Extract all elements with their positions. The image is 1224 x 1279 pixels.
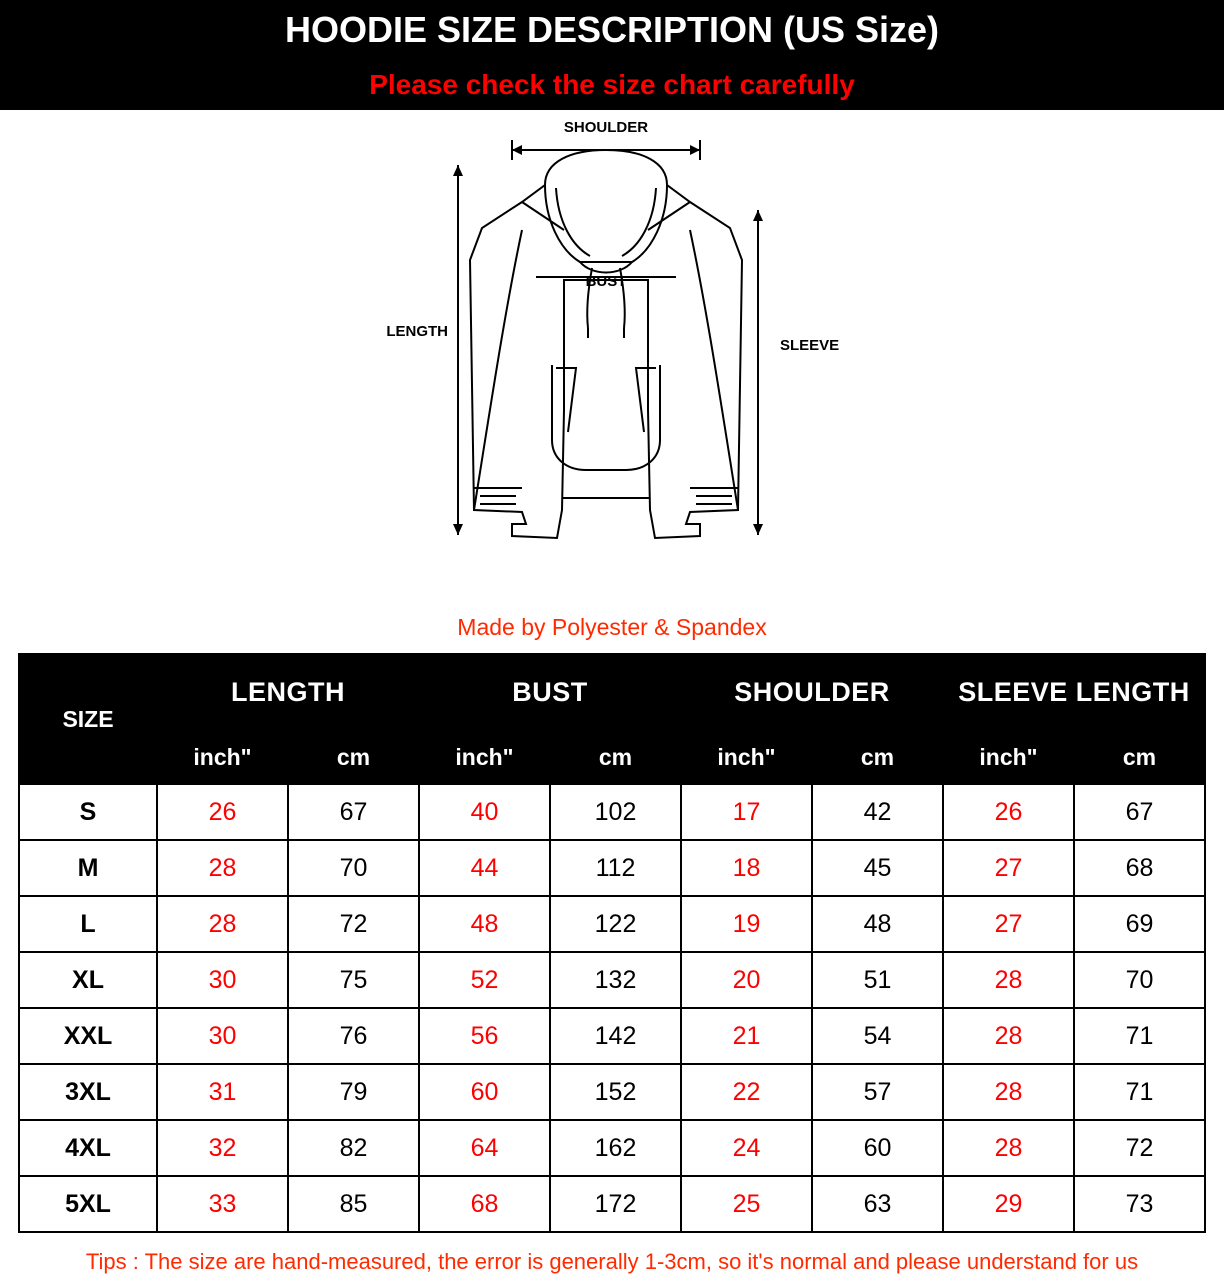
page-title: HOODIE SIZE DESCRIPTION (US Size) — [0, 0, 1224, 60]
cell-length-inch: 28 — [157, 840, 288, 896]
material-caption: Made by Polyester & Spandex — [457, 614, 767, 640]
cell-sleeve-inch: 29 — [943, 1176, 1074, 1232]
cell-bust-inch: 60 — [419, 1064, 550, 1120]
cell-sleeve-cm: 69 — [1074, 896, 1205, 952]
cell-sleeve-cm: 72 — [1074, 1120, 1205, 1176]
cell-length-inch: 26 — [157, 784, 288, 840]
cell-shoulder-inch: 24 — [681, 1120, 812, 1176]
cell-shoulder-inch: 21 — [681, 1008, 812, 1064]
cell-shoulder-cm: 60 — [812, 1120, 943, 1176]
table-row — [19, 1008, 1205, 1064]
header-group-bust: BUST — [419, 654, 681, 730]
cell-sleeve-inch: 28 — [943, 1120, 1074, 1176]
cell-length-cm: 67 — [288, 784, 419, 840]
header-size: SIZE — [19, 654, 157, 784]
row-size: 3XL — [19, 1064, 157, 1120]
cell-sleeve-inch: 26 — [943, 784, 1074, 840]
cell-length-inch: 30 — [157, 1008, 288, 1064]
cell-bust-inch: 44 — [419, 840, 550, 896]
row-size: XXL — [19, 1008, 157, 1064]
cell-shoulder-inch: 25 — [681, 1176, 812, 1232]
row-size: M — [19, 840, 157, 896]
size-chart-table — [18, 653, 1206, 1233]
row-size: 5XL — [19, 1176, 157, 1232]
cell-bust-cm: 142 — [550, 1008, 681, 1064]
cell-sleeve-inch: 27 — [943, 840, 1074, 896]
cell-length-inch: 30 — [157, 952, 288, 1008]
table-header-row-groups — [19, 654, 1205, 730]
cell-sleeve-inch: 28 — [943, 1008, 1074, 1064]
cell-length-cm: 79 — [288, 1064, 419, 1120]
header-unit-bust-cm: cm — [550, 730, 681, 784]
cell-sleeve-cm: 68 — [1074, 840, 1205, 896]
cell-bust-cm: 162 — [550, 1120, 681, 1176]
cell-length-inch: 32 — [157, 1120, 288, 1176]
bust-label: BUST — [585, 273, 627, 290]
cell-shoulder-inch: 17 — [681, 784, 812, 840]
size-table-wrap — [0, 653, 1224, 1233]
cell-shoulder-cm: 51 — [812, 952, 943, 1008]
cell-shoulder-inch: 22 — [681, 1064, 812, 1120]
header-group-sleeve-length: SLEEVE LENGTH — [943, 654, 1205, 730]
table-row — [19, 840, 1205, 896]
cell-shoulder-cm: 45 — [812, 840, 943, 896]
cell-bust-inch: 48 — [419, 896, 550, 952]
header-unit-bust-inch: inch" — [419, 730, 550, 784]
cell-length-inch: 33 — [157, 1176, 288, 1232]
cell-bust-cm: 122 — [550, 896, 681, 952]
sleeve-label: SLEEVE — [780, 337, 840, 354]
row-size: S — [19, 784, 157, 840]
cell-bust-cm: 172 — [550, 1176, 681, 1232]
hoodie-illustration-svg — [0, 110, 1224, 610]
cell-sleeve-inch: 27 — [943, 896, 1074, 952]
table-row — [19, 1120, 1205, 1176]
cell-bust-inch: 64 — [419, 1120, 550, 1176]
header-unit-sleeve-inch: inch" — [943, 730, 1074, 784]
cell-length-cm: 70 — [288, 840, 419, 896]
cell-shoulder-cm: 63 — [812, 1176, 943, 1232]
cell-bust-inch: 52 — [419, 952, 550, 1008]
cell-length-cm: 75 — [288, 952, 419, 1008]
cell-shoulder-inch: 20 — [681, 952, 812, 1008]
cell-length-cm: 72 — [288, 896, 419, 952]
tips-note: Tips : The size are hand-measured, the error is generally 1-3cm, so it's normal and please understand for us — [85, 1249, 1139, 1274]
table-row — [19, 896, 1205, 952]
table-row — [19, 952, 1205, 1008]
cell-sleeve-inch: 28 — [943, 1064, 1074, 1120]
length-label: LENGTH — [386, 323, 448, 340]
cell-sleeve-cm: 73 — [1074, 1176, 1205, 1232]
header-unit-shoulder-cm: cm — [812, 730, 943, 784]
row-size: 4XL — [19, 1120, 157, 1176]
cell-bust-cm: 102 — [550, 784, 681, 840]
cell-sleeve-cm: 71 — [1074, 1064, 1205, 1120]
header-unit-length-inch: inch" — [157, 730, 288, 784]
cell-sleeve-cm: 70 — [1074, 952, 1205, 1008]
header-unit-sleeve-cm: cm — [1074, 730, 1205, 784]
row-size: L — [19, 896, 157, 952]
cell-sleeve-inch: 28 — [943, 952, 1074, 1008]
cell-length-cm: 85 — [288, 1176, 419, 1232]
cell-bust-inch: 68 — [419, 1176, 550, 1232]
header-group-length: LENGTH — [157, 654, 419, 730]
cell-length-cm: 82 — [288, 1120, 419, 1176]
table-header-row-units — [19, 730, 1205, 784]
cell-length-inch: 28 — [157, 896, 288, 952]
cell-length-cm: 76 — [288, 1008, 419, 1064]
hoodie-diagram — [0, 110, 1224, 610]
table-row — [19, 1064, 1205, 1120]
cell-shoulder-inch: 19 — [681, 896, 812, 952]
page-subtitle: Please check the size chart carefully — [0, 60, 1224, 110]
shoulder-label: SHOULDER — [563, 119, 649, 136]
cell-length-inch: 31 — [157, 1064, 288, 1120]
cell-shoulder-cm: 42 — [812, 784, 943, 840]
cell-shoulder-inch: 18 — [681, 840, 812, 896]
cell-shoulder-cm: 54 — [812, 1008, 943, 1064]
cell-shoulder-cm: 57 — [812, 1064, 943, 1120]
cell-bust-cm: 152 — [550, 1064, 681, 1120]
row-size: XL — [19, 952, 157, 1008]
cell-sleeve-cm: 67 — [1074, 784, 1205, 840]
cell-bust-cm: 112 — [550, 840, 681, 896]
cell-bust-inch: 40 — [419, 784, 550, 840]
header-group-shoulder: SHOULDER — [681, 654, 943, 730]
header-unit-shoulder-inch: inch" — [681, 730, 812, 784]
cell-bust-cm: 132 — [550, 952, 681, 1008]
cell-shoulder-cm: 48 — [812, 896, 943, 952]
header-unit-length-cm: cm — [288, 730, 419, 784]
table-row — [19, 784, 1205, 840]
cell-bust-inch: 56 — [419, 1008, 550, 1064]
cell-sleeve-cm: 71 — [1074, 1008, 1205, 1064]
table-row — [19, 1176, 1205, 1232]
